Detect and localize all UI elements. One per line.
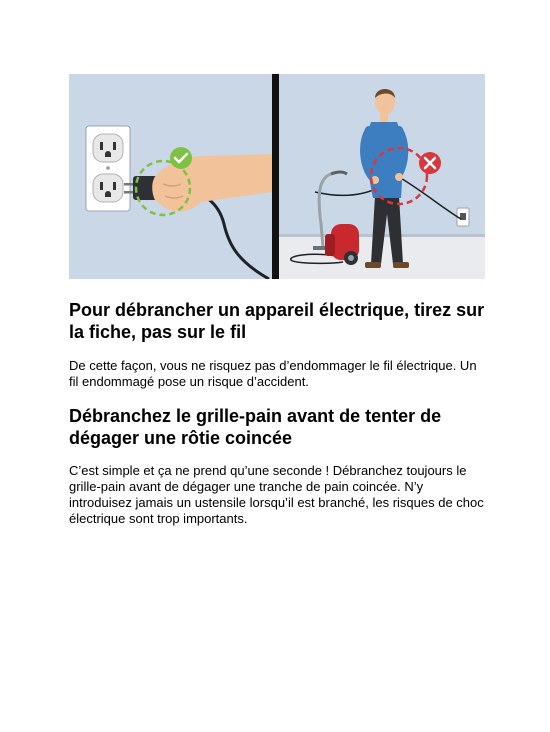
illustration-svg [69, 74, 485, 279]
check-icon [170, 147, 192, 169]
right-panel-incorrect-unplug [279, 74, 485, 279]
panel-divider [272, 74, 279, 279]
section-body-toaster: C’est simple et ça ne prend qu’une seconde ! Débranchez toujours le grille-pain avant de dégager une tranche de pain coincée. N’y introduisez jamais un ustensile lorsqu’il est branché, les risques de choc électrique sont trop importants. [69, 463, 484, 526]
left-panel-correct-unplug [69, 74, 272, 279]
section-heading-toaster: Débranchez le grille-pain avant de tenter de dégager une rôtie coincée [69, 406, 442, 448]
section-body-unplug: De cette façon, vous ne risquez pas d’endommager le fil électrique. Un fil endommagé pose un risque d’accident. [69, 358, 477, 389]
safety-illustration [69, 74, 485, 279]
section-heading-unplug: Pour débrancher un appareil électrique, tirez sur la fiche, pas sur le fil [69, 300, 485, 342]
cross-icon [419, 152, 441, 174]
